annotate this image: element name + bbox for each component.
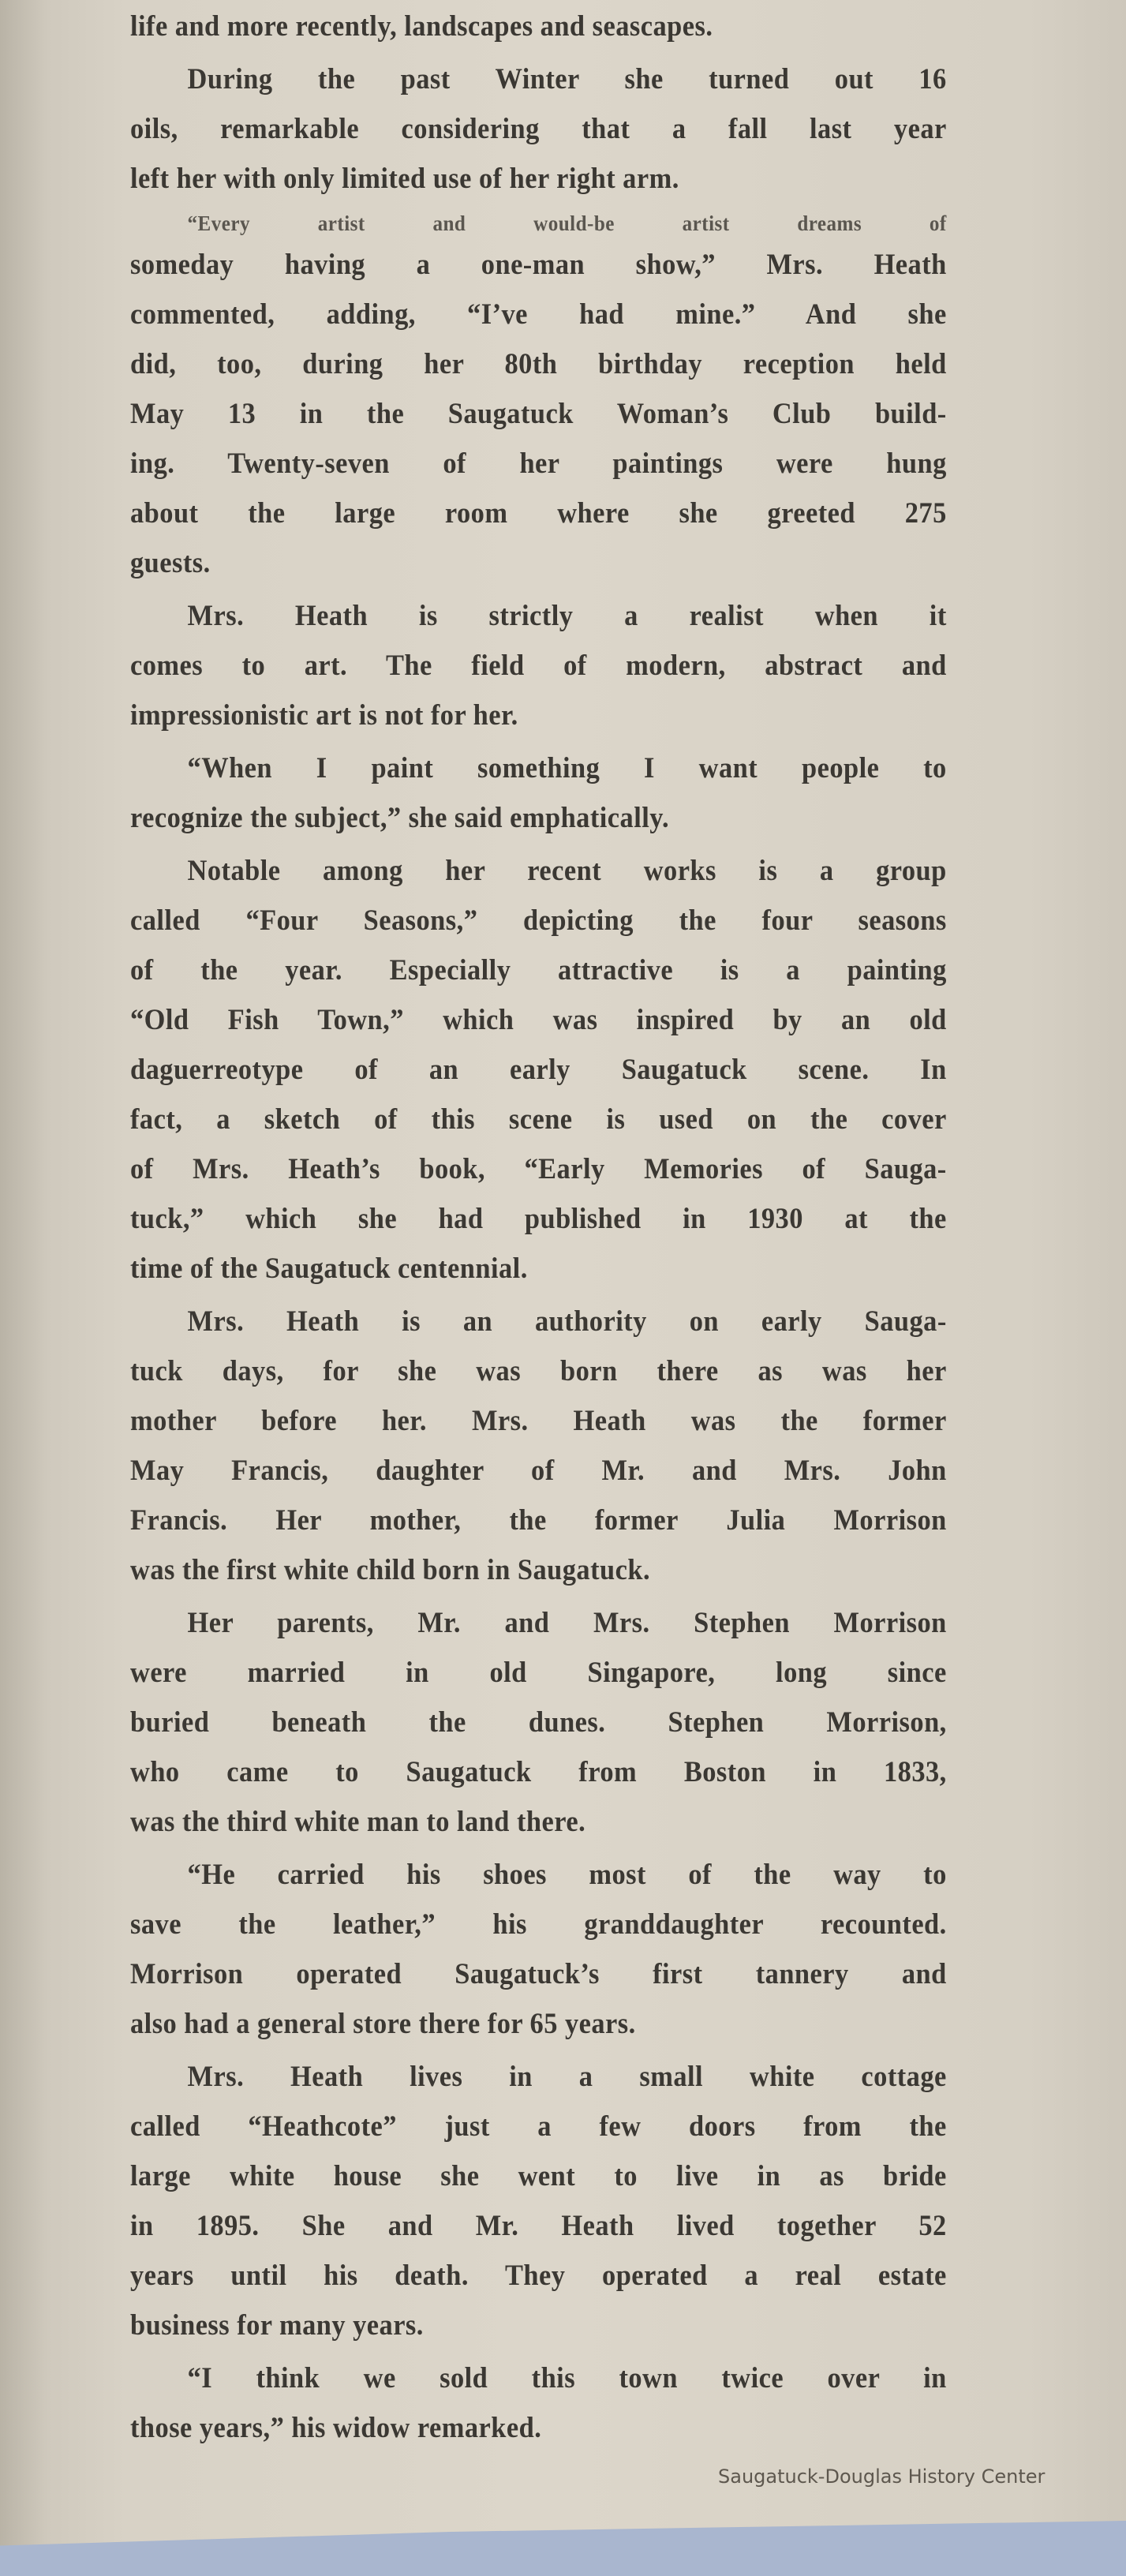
text-line: fact, a sketch of this scene is used on the cover bbox=[130, 1103, 947, 1136]
text-line: daguerreotype of an early Saugatuck scene. In bbox=[130, 1054, 947, 1086]
article-paragraph bbox=[130, 743, 947, 843]
text-line: someday having a one-man show,” Mrs. Heath bbox=[130, 249, 947, 281]
text-line: of the year. Especially attractive is a painting bbox=[130, 954, 947, 987]
text-line: was the first white child born in Saugatuck. bbox=[130, 1554, 651, 1586]
text-line: May Francis, daughter of Mr. and Mrs. John bbox=[130, 1455, 947, 1487]
text-line: was the third white man to land there. bbox=[130, 1806, 586, 1838]
text-line: tuck days, for she was born there as was her bbox=[130, 1355, 947, 1387]
watermark-credit: Saugatuck-Douglas History Center bbox=[718, 2466, 1046, 2488]
text-line: save the leather,” his granddaughter recounted. bbox=[130, 1908, 947, 1941]
text-line: oils, remarkable considering that a fall last year bbox=[130, 113, 947, 145]
text-line: Her parents, Mr. and Mrs. Stephen Morrison bbox=[187, 1607, 947, 1639]
text-line: business for many years. bbox=[130, 2309, 424, 2342]
text-line: about the large room where she greeted 275 bbox=[130, 497, 947, 530]
text-line: time of the Saugatuck centennial. bbox=[130, 1252, 528, 1285]
text-line: of Mrs. Heath’s book, “Early Memories of Sauga- bbox=[130, 1153, 947, 1185]
text-line: those years,” his widow remarked. bbox=[130, 2412, 542, 2444]
text-line: Mrs. Heath lives in a small white cottage bbox=[187, 2061, 947, 2093]
text-line: years until his death. They operated a real estate bbox=[130, 2260, 947, 2292]
text-line: did, too, during her 80th birthday reception held bbox=[130, 348, 947, 380]
text-line: called “Heathcote” just a few doors from the bbox=[130, 2110, 947, 2143]
text-line: “Every artist and would-be artist dreams of bbox=[187, 212, 947, 235]
text-line: May 13 in the Saugatuck Woman’s Club build- bbox=[130, 398, 947, 430]
text-line: were married in old Singapore, long since bbox=[130, 1657, 947, 1689]
text-line: During the past Winter she turned out 16 bbox=[187, 63, 947, 95]
text-line: “When I paint something I want people to bbox=[187, 752, 947, 784]
text-line: also had a general store there for 65 years. bbox=[130, 2008, 636, 2040]
text-line: ing. Twenty-seven of her paintings were hung bbox=[130, 447, 947, 480]
text-line: Notable among her recent works is a group bbox=[187, 855, 947, 887]
background-surface bbox=[0, 2521, 1126, 2576]
article-paragraph bbox=[130, 54, 947, 204]
article-paragraph bbox=[130, 846, 947, 1294]
text-line: mother before her. Mrs. Heath was the former bbox=[130, 1405, 947, 1437]
text-line: called “Four Seasons,” depicting the four seasons bbox=[130, 904, 947, 937]
article-paragraph bbox=[130, 1297, 947, 1595]
article-paragraph bbox=[130, 2, 947, 51]
article-paragraph bbox=[130, 1598, 947, 1847]
text-line: recognize the subject,” she said emphatically. bbox=[130, 802, 670, 834]
text-line: left her with only limited use of her right arm. bbox=[130, 163, 679, 195]
text-line: guests. bbox=[130, 547, 211, 579]
text-line: “Old Fish Town,” which was inspired by an old bbox=[130, 1004, 947, 1036]
text-line: “I think we sold this town twice over in bbox=[187, 2362, 947, 2394]
article-paragraph bbox=[130, 2052, 947, 2350]
text-line: impressionistic art is not for her. bbox=[130, 699, 518, 732]
text-line: life and more recently, landscapes and seascapes. bbox=[130, 10, 713, 43]
text-line: “He carried his shoes most of the way to bbox=[187, 1859, 947, 1891]
text-line: buried beneath the dunes. Stephen Morrison, bbox=[130, 1706, 947, 1739]
text-line: tuck,” which she had published in 1930 at the bbox=[130, 1203, 947, 1235]
text-line: Mrs. Heath is strictly a realist when it bbox=[187, 600, 947, 632]
article-paragraph bbox=[130, 1850, 947, 2049]
text-line: comes to art. The field of modern, abstract and bbox=[130, 650, 947, 682]
text-line: large white house she went to live in as bride bbox=[130, 2160, 947, 2192]
text-line: commented, adding, “I’ve had mine.” And she bbox=[130, 298, 947, 331]
article-paragraph bbox=[130, 2353, 947, 2453]
text-line: who came to Saugatuck from Boston in 1833, bbox=[130, 1756, 947, 1788]
article-paragraph bbox=[130, 207, 947, 588]
text-line: Morrison operated Saugatuck’s first tannery and bbox=[130, 1958, 947, 1990]
text-line: Mrs. Heath is an authority on early Sauga- bbox=[187, 1305, 947, 1338]
text-line: Francis. Her mother, the former Julia Morrison bbox=[130, 1504, 947, 1537]
article-text-column bbox=[130, 2, 947, 2456]
article-paragraph bbox=[130, 591, 947, 740]
text-line: in 1895. She and Mr. Heath lived together 52 bbox=[130, 2210, 947, 2242]
